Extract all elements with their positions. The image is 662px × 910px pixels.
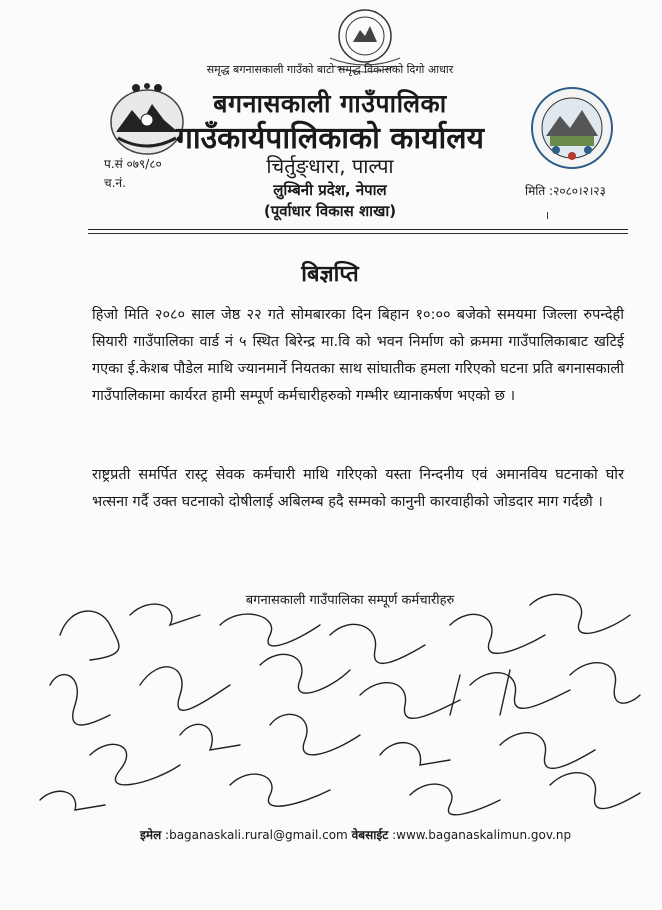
header-divider [88,229,628,230]
notice-paragraph-2: राष्ट्रप्रती समर्पित रास्ट्र सेवक कर्मचारी माथि गरिएको यस्ता निन्दनीय एवं अमानविय घटनाको घोर भत्सना गर्दै उक्त घटनाको दोषीलाई अबिलम्ब हदै सम्मको कानुनी कारवाहीको जोडदार माग गर्दछौ । [92,467,624,510]
branch-name: (पूर्वाधार विकास शाखा) [263,202,397,220]
email-address: :baganaskali.rural@gmail.com [165,828,348,842]
signatories-label: बगनासकाली गाउँपालिका सम्पूर्ण कर्मचारीहरु [245,593,455,608]
issue-date: मिति :२०८०।२।२३ [525,184,606,198]
contact-footer [140,826,600,843]
office-name: गाउँकार्यपालिकाको कार्यालय [175,121,484,156]
notice-paragraph-1: हिजो मिति २०८० साल जेष्ठ २२ गते सोमबारका दिन बिहान १०:०० बजेको समयमा जिल्ला रुपन्देही सियारी गाउँपालिका वार्ड नं ५ स्थित बिरेन्द्र मा.वि को भवन निर्माण को क्रममा गाउँपालिकाबाट खटिई गएका ई.केशब पौडेल माथि ज्यानमार्ने नियतका साथ सांघातीक हमला गरिएको घटना प्रति बगनासकाली गाउँपालिकामा कार्यरत हामी सम्पूर्ण कर्मचारीहरुको गम्भीर ध्यानाकर्षण भएको छ । [92,307,624,404]
email-label: इमेल [140,828,162,842]
address-line-1: चिर्तुङ्धारा, पाल्पा [266,154,394,178]
website-address: :www.baganaskalimun.gov.np [392,828,572,842]
municipality-name: बगनासकाली गाउँपालिका [213,89,447,118]
address-line-2: लुम्बिनी प्रदेश, नेपाल [273,181,387,199]
website-label: वेबसाईट [351,828,389,842]
tagline: समृद्ध बगनासकाली गाउँको बाटो समृद्ध विकासको दिगो आधार [206,63,454,76]
header-divider-secondary [88,233,628,234]
municipality-logo-icon [530,86,614,170]
dispatch-number: च.नं. [104,176,126,190]
date-mark: । [545,209,550,222]
reference-number: प.सं ०७९/८० [104,157,162,171]
notice-title: बिज्ञप्ति [301,262,359,287]
